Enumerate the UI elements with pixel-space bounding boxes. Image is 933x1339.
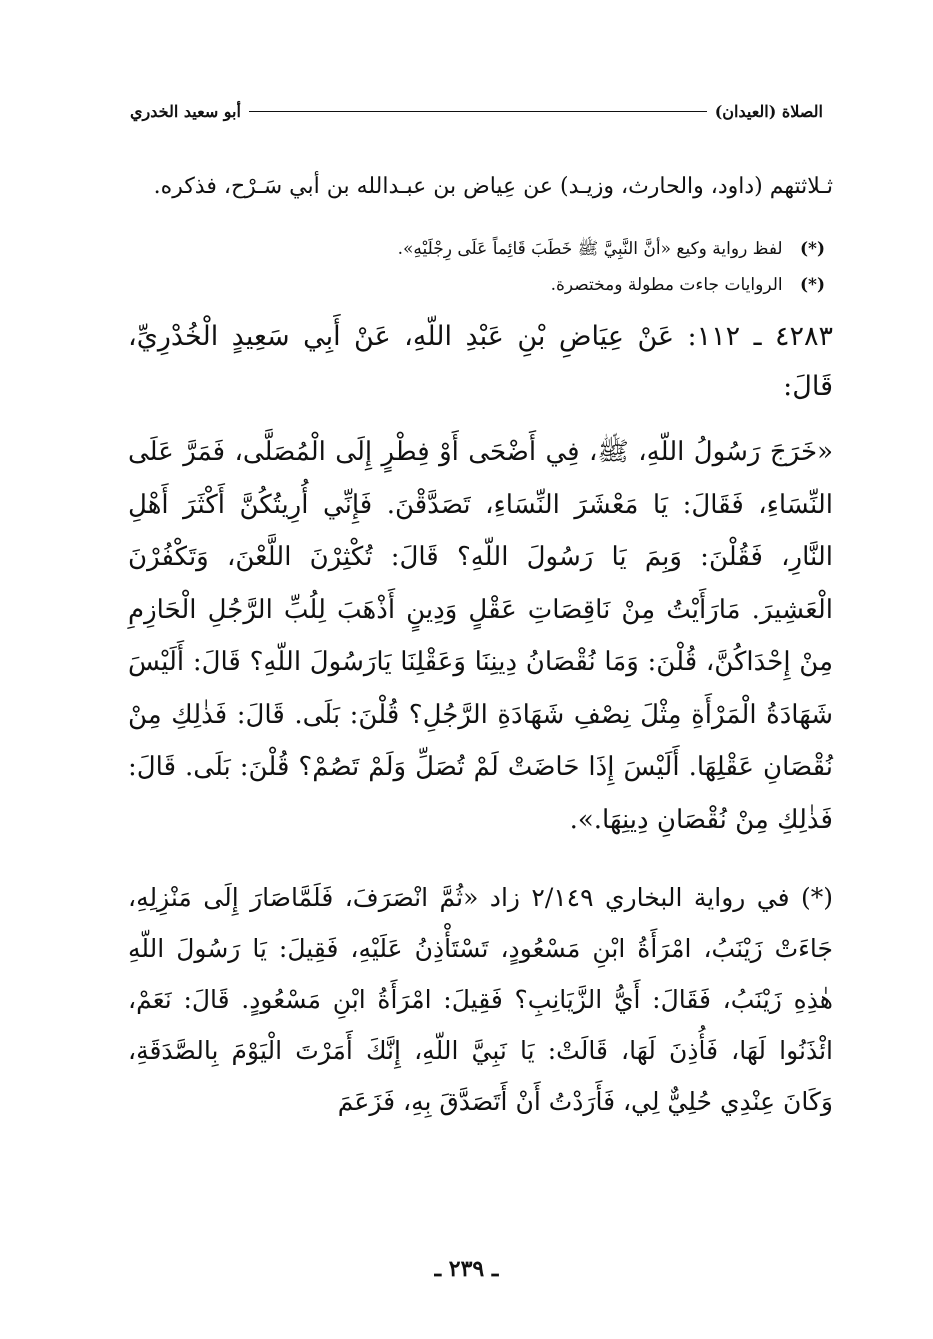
footnote: [128, 234, 833, 264]
running-header: [130, 96, 823, 126]
page-number: ـ ٢٣٩ ـ: [434, 1256, 499, 1282]
footnote-text: الروايات جاءت مطولة ومختصرة.: [550, 275, 783, 295]
section-title: أبو سعيد الخدري: [130, 101, 241, 121]
footnote-marker: (*): [800, 275, 825, 295]
footnotes: [128, 234, 833, 300]
hadith-heading: ٤٢٨٣ ـ ١١٢: عَنْ عِيَاضِ بْنِ عَبْدِ اللّهِ، عَنْ أَبِي سَعِيدٍ الْخُدْرِيِّ، قَالَ:: [128, 321, 833, 402]
addendum-paragraph: (*) في رواية البخاري ٢/١٤٩ زاد «ثُمَّ انْصَرَفَ، فَلَمَّاصَارَ إِلَى مَنْزِلِهِ، جَاءَتْ زَيْنَبُ، امْرَأَةُ ابْنِ مَسْعُودٍ، تَسْتَأْذِنُ عَلَيْهِ، فَقِيلَ: يَا رَسُولَ اللّهِ هٰذِهِ زَيْنَبُ، فَقَالَ: أَيُّ الزَّيَانِبِ؟ فَقِيلَ: امْرَأَةُ ابْنِ مَسْعُودٍ. قَالَ: نَعَمْ، ائْذَنُوا لَهَا، فَأُذِنَ لَهَا، قَالَتْ: يَا نَبِيَّ اللّهِ، إِنَّكَ أَمَرْتَ الْيَوْمَ بِالصَّدَقَةِ، وَكَانَ عِنْدِي حُلِيٌّ لِي، فَأَرَدْتُ أَنْ أَتَصَدَّقَ بِهِ، فَزَعَمَ: [128, 883, 833, 1116]
hadith-text: «خَرَجَ رَسُولُ اللّهِ، ﷺ، فِي أَضْحَى أَوْ فِطْرٍ إِلَى الْمُصَلَّى، فَمَرَّ عَلَى النِّسَاءِ، فَقَالَ: يَا مَعْشَرَ النِّسَاءِ، تَصَدَّقْنَ. فَإِنِّي أُرِيتُكُنَّ أَكْثَرَ أَهْلِ النَّارِ، فَقُلْنَ: وَبِمَ يَا رَسُولَ اللّهِ؟ قَالَ: تُكْثِرْنَ اللَّعْنَ، وَتَكْفُرْنَ الْعَشِيرَ. مَارَأَيْتُ مِنْ نَاقِصَاتِ عَقْلٍ وَدِينٍ أَذْهَبَ لِلُبِّ الرَّجُلِ الْحَازِمِ مِنْ إِحْدَاكُنَّ، قُلْنَ: وَمَا نُقْصَانُ دِينِنَا وَعَقْلِنَا يَارَسُولَ اللّهِ؟ قَالَ: أَلَيْسَ شَهَادَةُ الْمَرْأَةِ مِثْلَ نِصْفِ شَهَادَةِ الرَّجُلِ؟ قُلْنَ: بَلَى. قَالَ: فَذٰلِكِ مِنْ نُقْصَانِ عَقْلِهَا. أَلَيْسَ إِذَا حَاضَتْ لَمْ تُصَلِّ وَلَمْ تَصُمْ؟ قُلْنَ: بَلَى. قَالَ: فَذٰلِكِ مِنْ نُقْصَانِ دِينِهَا.».: [128, 437, 833, 835]
page-content: [128, 168, 833, 1127]
header-rule: [249, 111, 707, 112]
footnote-text: لفظ رواية وكيع «أنَّ النَّبِيَّ ﷺ خَطَبَ قَائِماً عَلَى رِجْلَيْهِ».: [397, 239, 783, 259]
intro-paragraph: ثـلاثتهم (داود، والحارث، وزيـد) عن عِياض بن عبـدالله بن أبي سَـرْح، فذكره.: [153, 174, 833, 199]
chapter-title: الصلاة (العيدان): [714, 101, 823, 121]
footnote-marker: (*): [800, 239, 825, 259]
footnote: [128, 270, 833, 300]
